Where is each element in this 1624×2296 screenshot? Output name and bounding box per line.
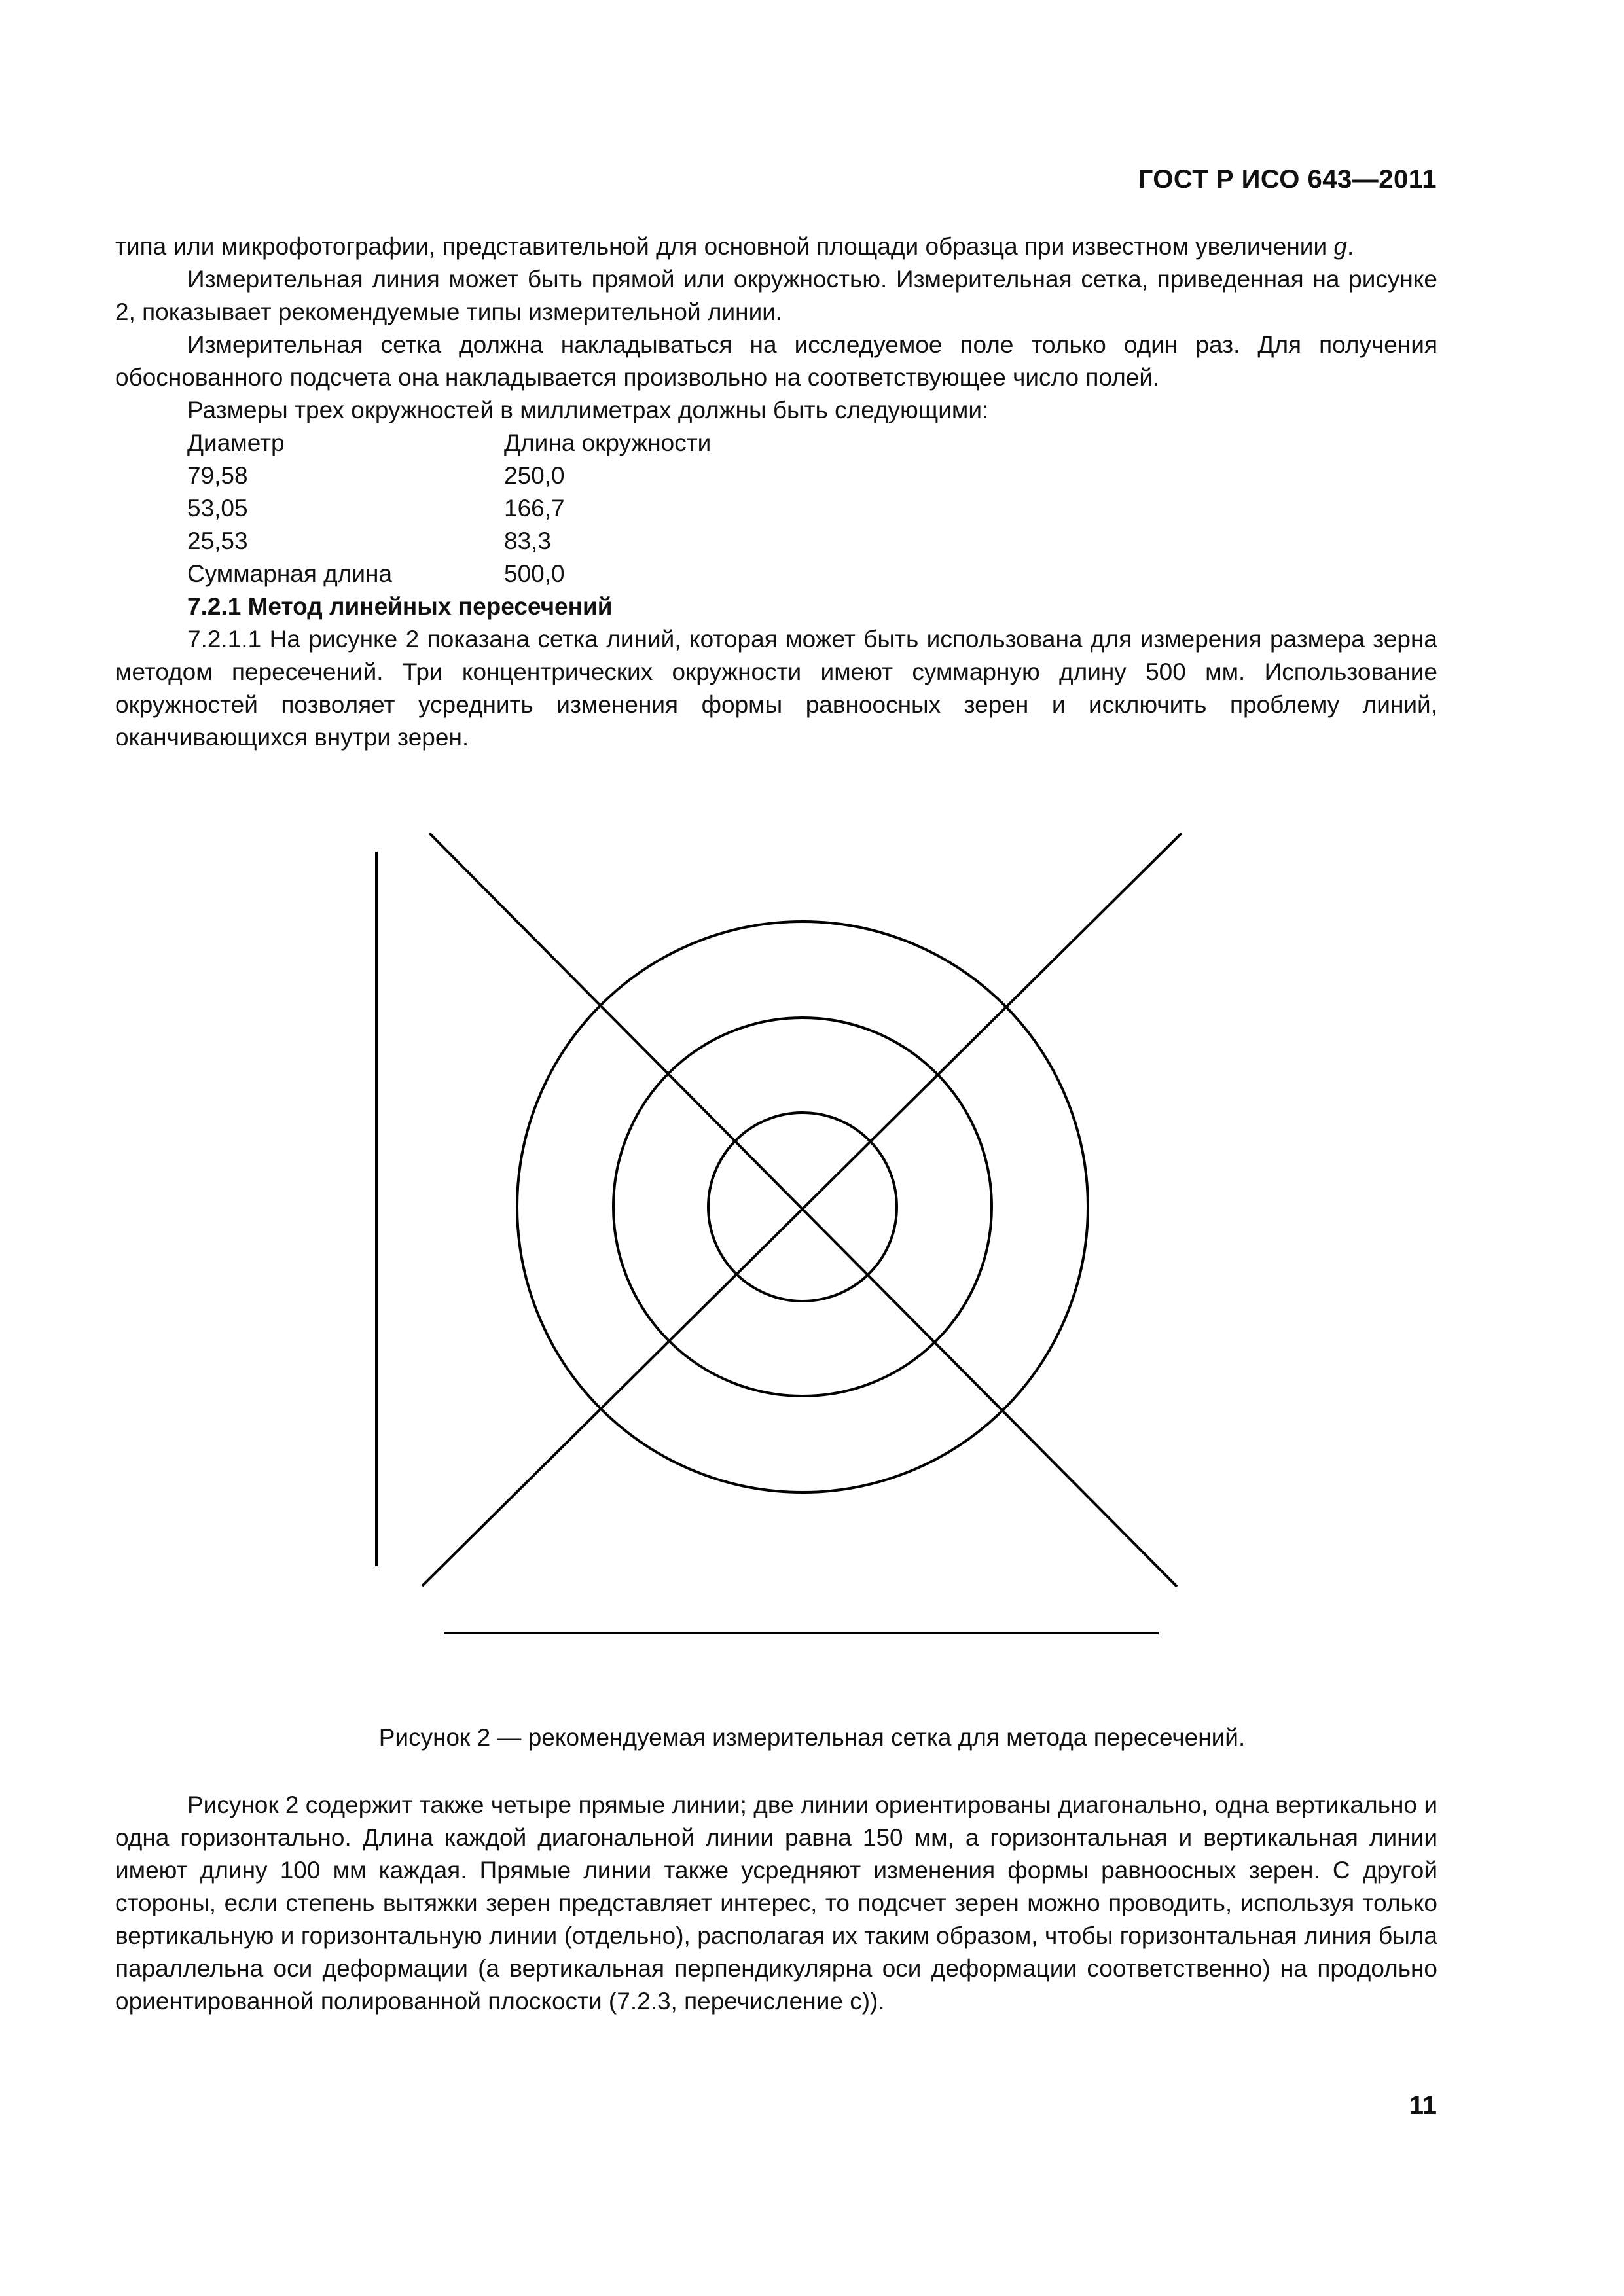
intro-section [115, 230, 1437, 754]
table-row [187, 525, 1437, 558]
circle-dimensions-table [187, 427, 1437, 590]
intro-paragraph-1-text: типа или микрофотографии, представительной для основной площади образца при известном увеличении [115, 233, 1334, 260]
table-cell-total-label: Суммарная длина [187, 560, 393, 587]
measurement-grid-svg [367, 830, 1204, 1648]
section-paragraph: 7.2.1.1 На рисунке 2 показана сетка линий, которая может быть использована для измерения размера зерна методом пересечений. Три концентрических окружности имеют суммарную длину 500 мм. Использование окружностей позволяет усреднить изменения формы равноосных зерен и исключить проблему линий, оканчивающихся внутри зерен. [115, 626, 1437, 751]
table-header-row [187, 427, 1437, 459]
table-cell-length: 166,7 [504, 495, 565, 522]
document-header: ГОСТ Р ИСО 643—2011 [1138, 165, 1437, 194]
table-total-row [187, 558, 1437, 590]
table-cell-total-length: 500,0 [504, 560, 565, 587]
table-row [187, 492, 1437, 525]
intro-paragraph-1-end: . [1346, 233, 1354, 260]
after-figure-section [115, 1789, 1437, 2018]
table-cell-diameter: 25,53 [187, 528, 248, 554]
measurement-grid-figure [367, 830, 1204, 1648]
intro-paragraph-2: Измерительная линия может быть прямой или окружностью. Измерительная сетка, приведенная на рисунке 2, показывает рекомендуемые типы измерительной линии. [115, 266, 1437, 325]
figure-caption: Рисунок 2 — рекомендуемая измерительная сетка для метода пересечений. [378, 1724, 1246, 1751]
magnification-variable: g [1333, 233, 1347, 260]
intro-paragraph-1 [115, 230, 1437, 263]
table-cell-length: 250,0 [504, 462, 565, 489]
after-figure-paragraph: Рисунок 2 содержит также четыре прямые линии; две линии ориентированы диагонально, одна вертикально и одна горизонтально. Длина каждой диагональной линии равна 150 мм, а горизонтальная и вертикальная линии имеют длину 100 мм каждая. Прямые линии также усредняют изменения формы равноосных зерен. С другой стороны, если степень вытяжки зерен представляет интерес, то подсчет зерен можно проводить, используя только вертикальную и горизонтальную линии (отдельно), располагая их таким образом, чтобы горизонтальная линия была параллельна оси деформации (а вертикальная перпендикулярна оси деформации соответственно) на продольно ориентированной полированной плоскости (7.2.3, перечисление c)). [115, 1791, 1437, 2015]
intro-paragraph-4: Размеры трех окружностей в миллиметрах должны быть следующими: [187, 397, 989, 423]
page-number: 11 [1409, 2091, 1437, 2120]
section-heading: 7.2.1 Метод линейных пересечений [187, 593, 613, 620]
table-row [187, 459, 1437, 492]
table-cell-length: 83,3 [504, 528, 552, 554]
table-cell-diameter: 53,05 [187, 495, 248, 522]
table-cell-diameter: 79,58 [187, 462, 248, 489]
column-header-length: Длина окружности [504, 429, 712, 456]
diagonal-line-2 [422, 833, 1182, 1586]
intro-paragraph-3: Измерительная сетка должна накладываться на исследуемое поле только один раз. Для получения обоснованного подсчета она накладывается произвольно на соответствующее число полей. [115, 331, 1437, 391]
column-header-diameter: Диаметр [187, 429, 285, 456]
